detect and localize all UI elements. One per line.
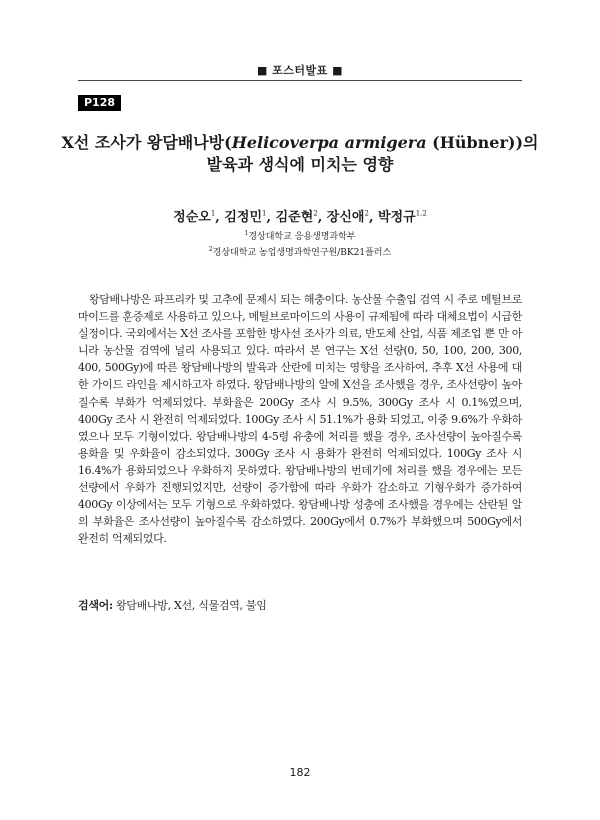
keywords-values: 왕담배나방, X선, 식물검역, 불임 xyxy=(115,599,267,612)
title-line2: 발육과 생식에 미치는 영향 xyxy=(206,155,394,174)
author: 김준현$^2$ xyxy=(275,209,318,225)
keywords-label: 검색어: xyxy=(78,599,113,612)
header-rule xyxy=(78,80,522,81)
author: 박정규$^{1,2}$ xyxy=(378,209,427,225)
affiliation: $^2$경상대학교 농업생명과학연구원/BK21플러스 xyxy=(208,246,392,258)
author: 김정민$^1$ xyxy=(224,209,267,225)
keywords-line xyxy=(78,597,522,613)
paper-title xyxy=(60,132,540,176)
author-list: 정순오$^1$, 김정민$^1$, 김준현$^2$, 장신애$^2$, 박정규$^{1,2}$ xyxy=(173,209,427,225)
title-species: Helicoverpa armigera xyxy=(231,133,427,152)
page-number: 182 xyxy=(289,766,311,779)
title-part2: (Hübner))의 xyxy=(426,133,539,152)
abstract-text: 왕담배나방은 파프리카 및 고추에 문제시 되는 해충이다. 농산물 수출입 검역 시 주로 메틸브로마이드를 훈증제로 사용하고 있으나, 메틸브로마이드의 사용이 규제됨에 따라 대체요법이 시급한 실정이다. 국외에서는 X선 조사를 포함한 방사선 조사가 의료, 반도체 산업, 식품 제조업 뿐 만 아니라 농산물 검역에 널리 사용되고 있다. 따라서 본 연구는 X선 선량(0, 50, 100, 200, 300, 400, 500Gy)에 따른 왕담배나방의 발육과 산란에 미치는 영향을 조사하여, 추후 X선 사용에 대한 가이드 라인을 제시하고자 하였다. 왕담배나방의 알에 X선을 조사했을 경우, 조사선량이 높아질수록 부화가 억제되었다. 부화율은 200Gy 조사 시 9.5%, 300Gy 조사 시 0.1%였으며, 400Gy 조사 시 완전히 억제되었다. 100Gy 조사 시 51.1%가 용화 되었고, 이중 9.6%가 우화하였으나 모두 기형이었다. 왕담배나방의 4-5령 유충에 처리를 했을 경우, 조사선량이 높아질수록 용화율 및 우화율이 감소되었다. 300Gy 조사 시 용화가 완전히 억제되었다. 100Gy 조사 시 16.4%가 용화되었으나 우화하지 못하였다. 왕담배나방의 번데기에 처리를 했을 경우에는 모든 선량에서 우화가 진행되었지만, 선량이 증가함에 따라 우화가 감소하고 기형우화가 증가하여 400Gy 이상에서는 모두 기형으로 우화하였다. 왕담배나방 성충에 조사했을 경우에는 산란된 알의 부화율은 조사선량이 높아질수록 감소하였다. 200Gy에서 0.7%가 부화했으며 500Gy에서 완전히 억제되었다. xyxy=(78,293,522,546)
author: 정순오$^1$ xyxy=(173,209,216,225)
affiliation: $^1$경상대학교 응용생명과학부 xyxy=(244,230,356,242)
title-part1: X선 조사가 왕담배나방( xyxy=(61,133,232,152)
author: 장신애$^2$ xyxy=(326,209,369,225)
section-header: ■ 포스터발표 ■ xyxy=(256,64,344,77)
poster-code-badge: P128 xyxy=(78,95,121,111)
